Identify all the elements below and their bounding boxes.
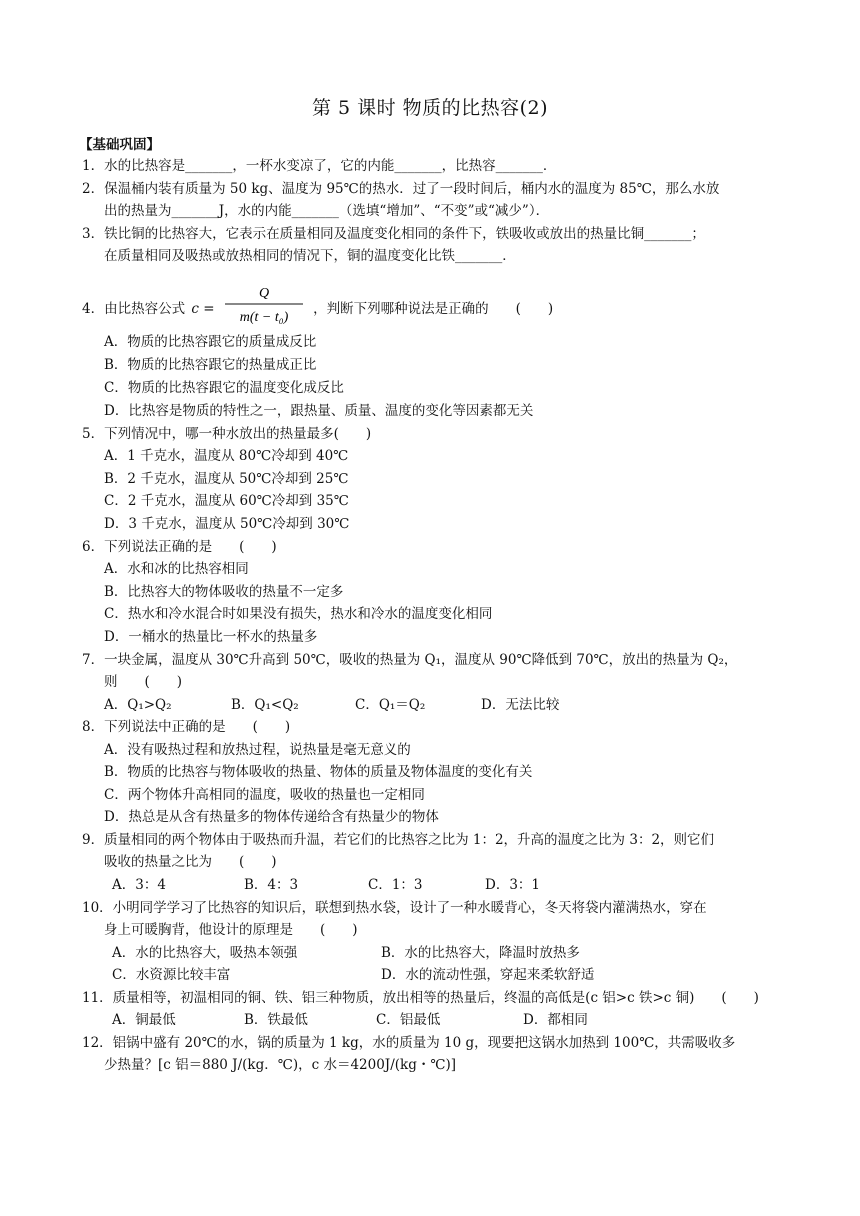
heat-capacity-formula: [223, 283, 305, 332]
q6-option-c: C．热水和冷水混合时如果没有损失，热水和冷水的温度变化相同: [104, 606, 493, 622]
question-12-line-2: 少热量？[c 铝＝880 J/(kg．℃)，c 水＝4200J/(kg・℃)]: [104, 1057, 456, 1073]
question-6: 6．下列说法正确的是 ( ): [82, 539, 277, 555]
q11-option-c: C．铝最低: [376, 1012, 441, 1028]
formula-numerator: Q: [258, 286, 269, 301]
q8-option-a: A．没有吸热过程和放热过程，说热量是毫无意义的: [104, 742, 411, 758]
formula-fraction: [223, 283, 305, 327]
question-9-line-2: 吸收的热量之比为 ( ): [104, 854, 277, 870]
question-1: 1．水的比热容是_______，一杯水变凉了，它的内能_______，比热容_______．: [82, 158, 557, 174]
q11-option-a: A．铜最低: [112, 1012, 176, 1028]
q9-option-a: A．3：4: [112, 877, 166, 893]
q9-option-c: C．1：3: [368, 877, 423, 893]
q8-option-d: D．热总是从含有热量多的物体传递给含有热量少的物体: [104, 809, 439, 825]
q6-option-d: D．一桶水的热量比一杯水的热量多: [104, 629, 318, 645]
question-10-line-2: 身上可暖胸背，他设计的原理是 ( ): [104, 922, 358, 938]
question-9-line-1: 9．质量相同的两个物体由于吸热而升温，若它们的比热容之比为 1：2，升高的温度之比为 3：2，则它们: [82, 832, 715, 848]
q8-option-c: C．两个物体升高相同的温度，吸收的热量也一定相同: [104, 787, 425, 803]
q5-option-d: D．3 千克水，温度从 50℃冷却到 30℃: [104, 516, 350, 532]
q7-option-d: D．无法比较: [481, 697, 560, 713]
q10-option-d: D．水的流动性强，穿起来柔软舒适: [381, 967, 595, 983]
q6-option-b: B．比热容大的物体吸收的热量不一定多: [104, 584, 344, 600]
q7-option-c: C．Q₁＝Q₂: [355, 697, 426, 713]
q5-option-a: A．1 千克水，温度从 80℃冷却到 40℃: [104, 448, 349, 464]
question-10-line-1: 10．小明同学学习了比热容的知识后，联想到热水袋，设计了一种水暖背心，冬天将袋内灌满热水，穿在: [82, 900, 707, 916]
question-3-line-1: 3．铁比铜的比热容大，它表示在质量相同及温度变化相同的条件下，铁吸收或放出的热量比铜_______；: [82, 226, 705, 242]
q11-option-d: D．都相同: [523, 1012, 588, 1028]
question-4-prefix: 4．由比热容公式: [82, 301, 186, 317]
q4-option-b: B．物质的比热容跟它的热量成正比: [104, 357, 317, 373]
q10-option-b: B．水的比热容大，降温时放热多: [381, 945, 580, 961]
q10-option-a: A．水的比热容大，吸热本领强: [112, 945, 298, 961]
question-2-line-1: 2．保温桶内装有质量为 50 kg、温度为 95℃的热水．过了一段时间后，桶内水的温度为 85℃，那么水放: [82, 181, 720, 197]
q4-option-c: C．物质的比热容跟它的温度变化成反比: [104, 380, 344, 396]
question-4-suffix: ，判断下列哪种说法是正确的 ( ): [313, 301, 554, 317]
question-3-line-2: 在质量相同及吸热或放热相同的情况下，铜的温度变化比铁_______．: [104, 248, 516, 264]
question-8: 8．下列说法中正确的是 ( ): [82, 719, 291, 735]
q7-option-b: B．Q₁<Q₂: [231, 697, 299, 713]
q10-option-c: C．水资源比较丰富: [112, 967, 231, 983]
q11-option-b: B．铁最低: [244, 1012, 308, 1028]
formula-lhs: c =: [191, 301, 215, 317]
question-12-line-1: 12．铝锅中盛有 20℃的水，锅的质量为 1 kg，水的质量为 10 g，现要把这锅水加热到 100℃，共需吸收多: [82, 1035, 736, 1051]
formula-denominator: m(t − t₀): [239, 310, 289, 325]
question-4-stem: [82, 285, 553, 334]
q9-option-b: B．4：3: [244, 877, 299, 893]
q5-option-b: B．2 千克水，温度从 50℃冷却到 25℃: [104, 471, 349, 487]
page-title: 第 5 课时 物质的比热容(2): [311, 97, 549, 119]
section-heading: 【基础巩固】: [79, 137, 160, 153]
q4-option-a: A．物质的比热容跟它的质量成反比: [104, 334, 317, 350]
question-2-line-2: 出的热量为_______J，水的内能_______（选填“增加”、“不变”或“减少”）．: [104, 203, 550, 219]
q8-option-b: B．物质的比热容与物体吸收的热量、物体的质量及物体温度的变化有关: [104, 764, 533, 780]
q4-option-d: D．比热容是物质的特性之一，跟热量、质量、温度的变化等因素都无关: [104, 403, 534, 419]
q6-option-a: A．水和冰的比热容相同: [104, 561, 249, 577]
q5-option-c: C．2 千克水，温度从 60℃冷却到 35℃: [104, 493, 349, 509]
question-7-line-1: 7．一块金属，温度从 30℃升高到 50℃，吸收的热量为 Q₁，温度从 90℃降低到 70℃，放出的热量为 Q₂，: [82, 652, 738, 668]
question-7-line-2: 则 ( ): [104, 674, 183, 690]
question-5: 5．下列情况中，哪一种水放出的热量最多( ): [82, 426, 372, 442]
q9-option-d: D．3：1: [485, 877, 541, 893]
question-11: 11．质量相等，初温相同的铜、铁、铝三种物质，放出相等的热量后，终温的高低是(c 铝>c 铁>c 铜) ( ): [82, 990, 759, 1006]
q7-option-a: A．Q₁>Q₂: [104, 697, 172, 713]
